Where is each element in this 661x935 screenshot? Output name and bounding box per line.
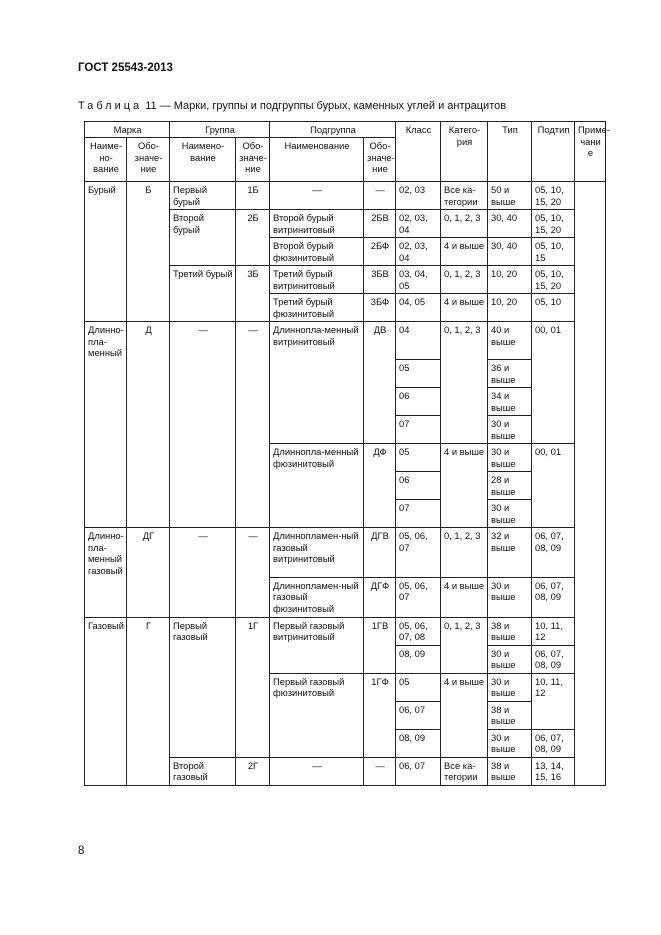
cell-tip: 30 и выше (488, 577, 532, 617)
cell-prim (575, 729, 606, 757)
cell-podtip: 05, 10, 15 (532, 238, 575, 266)
cell-marka-name (85, 210, 127, 238)
cell-klass: 05 (396, 444, 441, 472)
cell-prim (575, 360, 606, 388)
header-kategoriya: Катего-рия (441, 122, 488, 182)
header-sub-name: Наименование (270, 138, 364, 182)
cell-marka-code (127, 472, 170, 500)
caption-number: 11 (145, 100, 157, 112)
table-row (85, 472, 606, 500)
cell-klass: 05 (396, 360, 441, 388)
cell-group-code (236, 294, 270, 322)
cell-group-code (236, 673, 270, 701)
cell-sub-code (364, 388, 396, 416)
cell-klass: 07 (396, 500, 441, 528)
table-header-row (85, 122, 606, 138)
cell-tip: 28 и выше (488, 472, 532, 500)
cell-prim (575, 645, 606, 673)
page-number: 8 (78, 845, 85, 857)
cell-marka-name: Газовый (85, 617, 127, 645)
cell-marka-name (85, 673, 127, 701)
header-marka-code: Обо-значе-ние (127, 138, 170, 182)
cell-marka-name (85, 238, 127, 266)
cell-klass: 06 (396, 472, 441, 500)
cell-sub-code: 1ГВ (364, 617, 396, 645)
cell-marka-name (85, 645, 127, 673)
cell-group-name (170, 388, 236, 416)
cell-group-code: — (236, 322, 270, 360)
table-row (85, 673, 606, 701)
cell-tip: 30 и выше (488, 645, 532, 673)
cell-marka-name (85, 444, 127, 472)
cell-tip: 32 и выше (488, 528, 532, 578)
cell-kategoriya (441, 701, 488, 729)
cell-marka-name (85, 416, 127, 444)
cell-prim (575, 322, 606, 360)
cell-prim (575, 577, 606, 617)
cell-sub-name: — (270, 757, 364, 785)
cell-klass: 05, 06, 07 (396, 577, 441, 617)
cell-tip: 38 и выше (488, 617, 532, 645)
table-row (85, 729, 606, 757)
cell-kategoriya: Все ка-тегории (441, 182, 488, 210)
table-row (85, 238, 606, 266)
cell-sub-code (364, 472, 396, 500)
cell-sub-code: ДГВ (364, 528, 396, 578)
cell-group-name (170, 645, 236, 673)
cell-sub-name: Длиннопламен-ный газовый витринитовый (270, 528, 364, 578)
header-marka: Марка (85, 122, 170, 138)
cell-klass: 06 (396, 388, 441, 416)
cell-klass: 07 (396, 416, 441, 444)
table-row (85, 500, 606, 528)
cell-sub-name (270, 729, 364, 757)
cell-group-name: — (170, 322, 236, 360)
cell-podtip (532, 500, 575, 528)
cell-podtip (532, 416, 575, 444)
header-podtip: Подтип (532, 122, 575, 182)
cell-tip: 10, 20 (488, 294, 532, 322)
cell-klass: 02, 03 (396, 182, 441, 210)
cell-tip: 40 и выше (488, 322, 532, 360)
cell-marka-name (85, 577, 127, 617)
cell-sub-code: ДВ (364, 322, 396, 360)
cell-group-code (236, 645, 270, 673)
cell-group-code: 2Б (236, 210, 270, 238)
table-row (85, 210, 606, 238)
caption-rest: — Марки, группы и подгруппы бурых, каменных углей и антрацитов (159, 100, 507, 112)
cell-marka-code: Д (127, 322, 170, 360)
cell-group-name (170, 577, 236, 617)
cell-sub-name: Длиннопла-менный витринитовый (270, 322, 364, 360)
table-row (85, 757, 606, 785)
cell-tip: 10, 20 (488, 266, 532, 294)
cell-sub-code (364, 360, 396, 388)
cell-sub-name: Третий бурый витринитовый (270, 266, 364, 294)
cell-prim (575, 528, 606, 578)
cell-group-code: 1Б (236, 182, 270, 210)
cell-kategoriya: 4 и выше (441, 673, 488, 701)
cell-sub-name (270, 500, 364, 528)
cell-marka-name (85, 360, 127, 388)
header-marka-name: Наиме-но-вание (85, 138, 127, 182)
cell-group-name: Второй бурый (170, 210, 236, 238)
cell-group-name (170, 500, 236, 528)
cell-podtip: 06, 07, 08, 09 (532, 729, 575, 757)
cell-sub-name: Длиннопламен-ный газовый фюзинитовый (270, 577, 364, 617)
cell-marka-name (85, 266, 127, 294)
cell-tip: 30, 40 (488, 210, 532, 238)
cell-kategoriya: 4 и выше (441, 238, 488, 266)
cell-kategoriya (441, 645, 488, 673)
cell-marka-code: ДГ (127, 528, 170, 578)
cell-podtip: 10, 11, 12 (532, 673, 575, 701)
cell-prim (575, 388, 606, 416)
cell-sub-code: ДГФ (364, 577, 396, 617)
table-row (85, 266, 606, 294)
cell-sub-code: 2БВ (364, 210, 396, 238)
cell-sub-name (270, 701, 364, 729)
cell-marka-code (127, 444, 170, 472)
cell-kategoriya (441, 500, 488, 528)
cell-marka-name (85, 701, 127, 729)
cell-podtip (532, 472, 575, 500)
cell-marka-name (85, 294, 127, 322)
cell-marka-name (85, 472, 127, 500)
cell-prim (575, 673, 606, 701)
cell-klass: 08, 09 (396, 729, 441, 757)
cell-tip: 30 и выше (488, 416, 532, 444)
table-row (85, 701, 606, 729)
cell-klass: 05, 06, 07 (396, 528, 441, 578)
cell-sub-name (270, 645, 364, 673)
cell-sub-name (270, 360, 364, 388)
cell-sub-name: Первый газовый витринитовый (270, 617, 364, 645)
cell-sub-code (364, 701, 396, 729)
cell-marka-code (127, 388, 170, 416)
cell-podtip: 00, 01 (532, 322, 575, 360)
cell-marka-code (127, 500, 170, 528)
cell-group-code (236, 388, 270, 416)
cell-kategoriya (441, 472, 488, 500)
cell-group-code: 3Б (236, 266, 270, 294)
cell-prim (575, 757, 606, 785)
header-group-code: Обо-значе-ние (236, 138, 270, 182)
table-row (85, 617, 606, 645)
cell-podtip: 05, 10, 15, 20 (532, 266, 575, 294)
header-tip: Тип (488, 122, 532, 182)
cell-klass: 02, 03, 04 (396, 238, 441, 266)
caption-word: Таблица (78, 100, 143, 112)
cell-group-code: 1Г (236, 617, 270, 645)
cell-kategoriya: 0, 1, 2, 3 (441, 210, 488, 238)
cell-tip: 36 и выше (488, 360, 532, 388)
cell-group-code (236, 238, 270, 266)
cell-tip: 38 и выше (488, 701, 532, 729)
table-row (85, 416, 606, 444)
cell-marka-code (127, 238, 170, 266)
cell-marka-name (85, 500, 127, 528)
cell-kategoriya (441, 729, 488, 757)
cell-klass: 06, 07 (396, 701, 441, 729)
cell-sub-code: — (364, 757, 396, 785)
cell-marka-code (127, 757, 170, 785)
cell-sub-code: — (364, 182, 396, 210)
cell-klass: 05 (396, 673, 441, 701)
cell-sub-name: Длиннопла-менный фюзинитовый (270, 444, 364, 472)
cell-group-name: Первый газовый (170, 617, 236, 645)
cell-sub-code (364, 729, 396, 757)
cell-klass: 03, 04, 05 (396, 266, 441, 294)
cell-kategoriya: Все ка-тегории (441, 757, 488, 785)
cell-klass: 04, 05 (396, 294, 441, 322)
cell-kategoriya: 0, 1, 2, 3 (441, 266, 488, 294)
cell-klass: 06, 07 (396, 757, 441, 785)
cell-prim (575, 416, 606, 444)
cell-tip: 30, 40 (488, 238, 532, 266)
cell-klass: 02, 03, 04 (396, 210, 441, 238)
document-header: ГОСТ 25543-2013 (78, 62, 173, 74)
header-sub-code: Обо-значе-ние (364, 138, 396, 182)
cell-group-code (236, 500, 270, 528)
cell-tip: 50 и выше (488, 182, 532, 210)
cell-kategoriya: 4 и выше (441, 444, 488, 472)
cell-tip: 30 и выше (488, 444, 532, 472)
table-caption (78, 100, 506, 112)
cell-sub-code: 3БФ (364, 294, 396, 322)
cell-podtip: 05, 10, 15, 20 (532, 210, 575, 238)
cell-prim (575, 617, 606, 645)
cell-marka-code (127, 266, 170, 294)
cell-sub-name: Второй бурый фюзинитовый (270, 238, 364, 266)
cell-klass: 05, 06, 07, 08 (396, 617, 441, 645)
cell-podtip (532, 360, 575, 388)
cell-group-code (236, 729, 270, 757)
cell-group-name (170, 673, 236, 701)
cell-prim (575, 294, 606, 322)
header-primechanie: Приме-чани е (575, 122, 606, 182)
cell-podtip (532, 701, 575, 729)
table-row (85, 360, 606, 388)
cell-group-name: Первый бурый (170, 182, 236, 210)
cell-sub-name: — (270, 182, 364, 210)
cell-sub-code (364, 500, 396, 528)
cell-group-code (236, 416, 270, 444)
cell-tip: 34 и выше (488, 388, 532, 416)
table-row (85, 182, 606, 210)
cell-kategoriya: 0, 1, 2, 3 (441, 617, 488, 645)
cell-prim (575, 182, 606, 210)
cell-group-name (170, 444, 236, 472)
cell-sub-code: 3БВ (364, 266, 396, 294)
cell-group-code (236, 444, 270, 472)
cell-sub-name (270, 472, 364, 500)
cell-tip: 30 и выше (488, 673, 532, 701)
cell-kategoriya: 4 и выше (441, 577, 488, 617)
cell-podtip: 06, 07, 08, 09 (532, 577, 575, 617)
cell-kategoriya: 4 и выше (441, 294, 488, 322)
cell-group-name: — (170, 528, 236, 578)
cell-marka-code (127, 210, 170, 238)
cell-podtip: 10, 11, 12 (532, 617, 575, 645)
cell-sub-name (270, 416, 364, 444)
cell-marka-name (85, 729, 127, 757)
cell-kategoriya (441, 416, 488, 444)
table-row (85, 444, 606, 472)
cell-marka-code (127, 577, 170, 617)
cell-prim (575, 444, 606, 472)
cell-sub-code: 1ГФ (364, 673, 396, 701)
cell-group-code (236, 360, 270, 388)
cell-tip: 30 и выше (488, 729, 532, 757)
cell-klass: 08, 09 (396, 645, 441, 673)
cell-prim (575, 701, 606, 729)
cell-marka-code: Г (127, 617, 170, 645)
header-klass: Класс (396, 122, 441, 182)
cell-group-name (170, 294, 236, 322)
cell-marka-name: Бурый (85, 182, 127, 210)
cell-marka-name (85, 757, 127, 785)
cell-prim (575, 210, 606, 238)
cell-tip: 30 и выше (488, 500, 532, 528)
cell-marka-code (127, 360, 170, 388)
cell-group-name: Второй газовый (170, 757, 236, 785)
header-gruppa: Группа (170, 122, 270, 138)
cell-podtip: 13, 14, 15, 16 (532, 757, 575, 785)
cell-group-name (170, 701, 236, 729)
table-row (85, 528, 606, 578)
cell-sub-name (270, 388, 364, 416)
cell-marka-code (127, 673, 170, 701)
header-group-name: Наимено-вание (170, 138, 236, 182)
cell-kategoriya: 0, 1, 2, 3 (441, 528, 488, 578)
table-row (85, 577, 606, 617)
coal-grades-table (84, 121, 610, 786)
cell-marka-code (127, 294, 170, 322)
cell-sub-name: Второй бурый витринитовый (270, 210, 364, 238)
cell-kategoriya (441, 388, 488, 416)
cell-group-code: 2Г (236, 757, 270, 785)
cell-marka-code (127, 701, 170, 729)
cell-sub-name: Третий бурый фюзинитовый (270, 294, 364, 322)
cell-marka-code (127, 729, 170, 757)
cell-podtip: 05, 10 (532, 294, 575, 322)
header-podgruppa: Подгруппа (270, 122, 396, 138)
cell-tip: 38 и выше (488, 757, 532, 785)
cell-group-name: Третий бурый (170, 266, 236, 294)
cell-sub-code: ДФ (364, 444, 396, 472)
cell-podtip: 05, 10, 15, 20 (532, 182, 575, 210)
table-row (85, 322, 606, 360)
cell-marka-code: Б (127, 182, 170, 210)
cell-group-code (236, 472, 270, 500)
cell-group-code (236, 701, 270, 729)
cell-group-name (170, 416, 236, 444)
cell-podtip: 06, 07, 08, 09 (532, 528, 575, 578)
cell-sub-name: Первый газовый фюзинитовый (270, 673, 364, 701)
cell-sub-code (364, 416, 396, 444)
cell-podtip (532, 388, 575, 416)
cell-group-name (170, 729, 236, 757)
cell-podtip: 00, 01 (532, 444, 575, 472)
cell-kategoriya: 0, 1, 2, 3 (441, 322, 488, 360)
cell-prim (575, 238, 606, 266)
table-row (85, 645, 606, 673)
cell-marka-code (127, 416, 170, 444)
cell-marka-name (85, 388, 127, 416)
cell-podtip: 06, 07, 08, 09 (532, 645, 575, 673)
cell-group-name (170, 238, 236, 266)
cell-prim (575, 472, 606, 500)
cell-klass: 04 (396, 322, 441, 360)
cell-kategoriya (441, 360, 488, 388)
cell-prim (575, 500, 606, 528)
cell-group-name (170, 472, 236, 500)
cell-marka-name: Длинно-пла-менный газовый (85, 528, 127, 578)
cell-sub-code (364, 645, 396, 673)
table-row (85, 388, 606, 416)
cell-group-code (236, 577, 270, 617)
cell-group-code: — (236, 528, 270, 578)
cell-sub-code: 2БФ (364, 238, 396, 266)
cell-group-name (170, 360, 236, 388)
cell-marka-code (127, 645, 170, 673)
cell-marka-name: Длинно-пла-менный (85, 322, 127, 360)
cell-prim (575, 266, 606, 294)
table-row (85, 294, 606, 322)
